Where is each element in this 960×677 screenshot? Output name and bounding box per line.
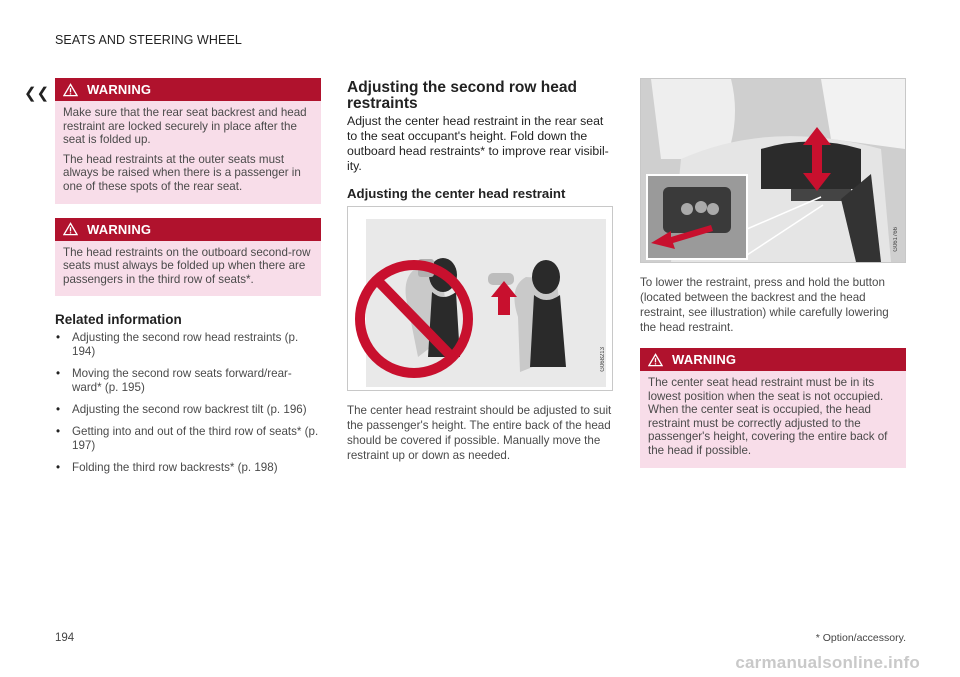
warning-text: Make sure that the rear seat backrest and head restraint are locked securely in place after the seat is folded up. — [63, 106, 307, 147]
section-lead: Adjust the center head restraint in the rear seat to the seat occupant's height. Fold down the outboard head restraints* to improve rear visibil-ity. — [347, 114, 609, 173]
warning-body — [55, 241, 321, 297]
warning-text: The head restraints on the outboard second-row seats must always be folded up when there are passengers in the third row of seats*. — [63, 245, 311, 286]
page-header: SEATS AND STEERING WHEEL — [55, 33, 242, 47]
footnote: * Option/accessory. — [815, 632, 906, 644]
related-link[interactable]: • Folding the third row backrests* (p. 198) — [55, 461, 321, 475]
warning-body — [55, 101, 321, 204]
watermark: carmanualsonline.info — [735, 653, 920, 672]
related-link[interactable]: • Adjusting the second row head restraints (p. 194) — [55, 331, 321, 359]
head-restraint-button-photo — [640, 78, 906, 263]
figure-caption: The center head restraint should be adjusted to suit the passenger's height. The entire back of the head should be covered if possible. Manually move the restraint up or down as needed. — [347, 404, 612, 462]
right-column — [640, 78, 906, 480]
warning-title: WARNING — [87, 221, 152, 237]
figure-code: G068213 — [600, 347, 606, 372]
middle-column — [347, 80, 613, 463]
warning-text: The head restraints at the outer seats must always be raised when there is a passenger in one of these spots of the rear seat. — [63, 152, 301, 193]
double-chevron-left-icon[interactable]: ❮❮ — [24, 85, 50, 102]
subsection-title: Adjusting the center head restraint — [347, 186, 566, 201]
figure-code: G061766 — [893, 227, 899, 252]
head-restraint-photo-drawing — [641, 79, 905, 262]
warning-text: The center seat head restraint must be in its lowest position when the seat is not occupied. When the center seat is occupied, the head restraint must be correctly adjusted to the passenger's height, covering the entire back of the head if possible. — [648, 376, 888, 457]
page-number: 194 — [55, 632, 75, 644]
warning-box — [55, 78, 321, 204]
warning-title: WARNING — [672, 352, 737, 367]
related-link[interactable]: • Getting into and out of the third row of seats* (p. 197) — [55, 425, 321, 453]
related-links — [55, 331, 321, 475]
related-information-title: Related information — [55, 312, 182, 328]
related-link[interactable]: • Adjusting the second row backrest tilt (p. 196) — [55, 403, 321, 417]
instruction-text: To lower the restraint, press and hold the button (located between the backrest and the head restraint, see illustration) while carefully lowering the head restraint. — [640, 276, 889, 334]
head-restraint-drawing — [348, 207, 612, 390]
warning-title: WARNING — [87, 82, 152, 97]
related-link[interactable]: • Moving the second row seats forward/rear-ward* (p. 195) — [55, 367, 321, 395]
warning-header — [55, 218, 321, 241]
warning-header — [55, 78, 321, 101]
warning-box — [55, 218, 321, 297]
warning-header — [640, 348, 906, 371]
left-column — [55, 78, 321, 483]
warning-triangle-icon — [648, 353, 663, 367]
center-head-restraint-illustration — [347, 206, 613, 391]
warning-triangle-icon — [63, 83, 78, 97]
warning-triangle-icon — [63, 222, 78, 236]
warning-body — [640, 371, 906, 468]
section-title: Adjusting the second row head restraints — [347, 79, 577, 112]
warning-box — [640, 348, 906, 468]
